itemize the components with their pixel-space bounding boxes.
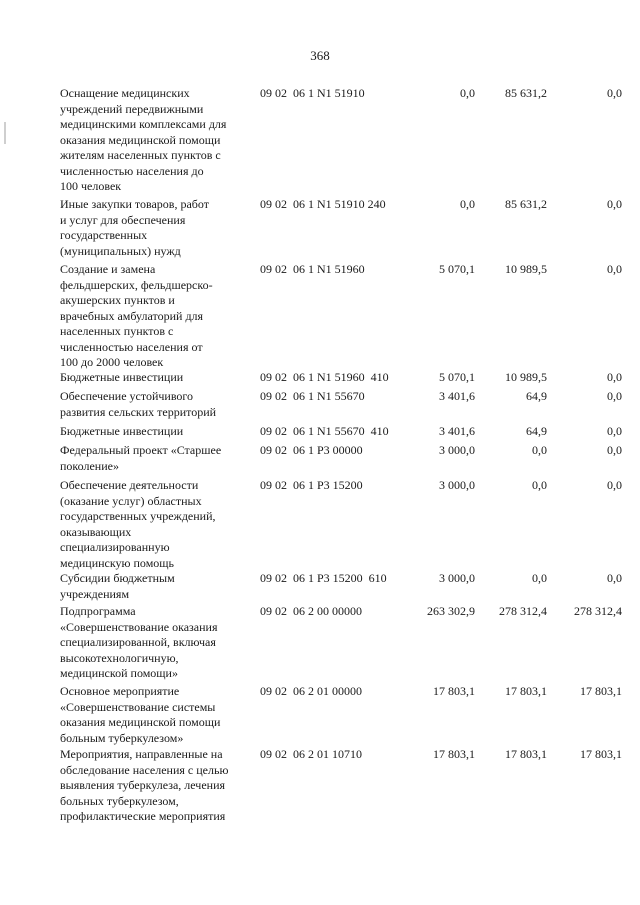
row-value-1: 17 803,1 — [433, 747, 475, 761]
row-value-1: 0,0 — [460, 86, 475, 100]
row-code: 09 02 06 1 P3 00000 — [260, 443, 363, 457]
row-value-2: 85 631,2 — [505, 86, 547, 100]
row-value-3: 0,0 — [607, 443, 622, 457]
row-value-3: 0,0 — [607, 478, 622, 492]
row-value-2: 17 803,1 — [505, 747, 547, 761]
row-code: 09 02 06 1 P3 15200 — [260, 478, 363, 492]
row-value-2: 10 989,5 — [505, 370, 547, 384]
row-value-3: 17 803,1 — [580, 747, 622, 761]
row-name: Подпрограмма «Совершенствование оказания специализированной, включая высокотехнологичную, медицинской помощи» — [60, 604, 218, 680]
row-value-2: 0,0 — [532, 443, 547, 457]
row-name: Создание и замена фельдшерских, фельдшерско- акушерских пунктов и врачебных амбулаторий для населенных пунктов с численностью населения от 100 до 2000 человек — [60, 262, 213, 369]
row-value-3: 0,0 — [607, 389, 622, 403]
row-code: 09 02 06 2 01 00000 — [260, 684, 362, 698]
page-number: 368 — [310, 48, 330, 63]
row-code: 09 02 06 1 P3 15200 610 — [260, 571, 387, 585]
row-code: 09 02 06 1 N1 51910 240 — [260, 197, 386, 211]
row-name: Обеспечение деятельности (оказание услуг) областных государственных учреждений, оказывающих специализированную медицинскую помощь — [60, 478, 216, 570]
row-name: Федеральный проект «Старшее поколение» — [60, 443, 222, 473]
row-name: Мероприятия, направленные на обследование населения с целью выявления туберкулеза, лечения больных туберкулезом, профилактические мероприятия — [60, 747, 229, 823]
row-name: Бюджетные инвестиции — [60, 370, 184, 384]
row-name: Бюджетные инвестиции — [60, 424, 184, 438]
row-value-1: 3 000,0 — [439, 478, 475, 492]
row-value-1: 263 302,9 — [427, 604, 475, 618]
row-value-1: 3 401,6 — [439, 389, 475, 403]
scan-artifact — [4, 122, 6, 144]
row-name: Оснащение медицинских учреждений передвижными медицинскими комплексами для оказания медицинской помощи жителям населенных пунктов с численностью населения до 100 человек — [60, 86, 227, 193]
row-value-1: 3 000,0 — [439, 443, 475, 457]
row-value-3: 278 312,4 — [574, 604, 622, 618]
row-name: Субсидии бюджетным учреждениям — [60, 571, 175, 601]
row-code: 09 02 06 1 N1 55670 — [260, 389, 365, 403]
row-value-2: 64,9 — [526, 424, 547, 438]
row-value-2: 17 803,1 — [505, 684, 547, 698]
row-value-1: 3 401,6 — [439, 424, 475, 438]
row-value-1: 17 803,1 — [433, 684, 475, 698]
row-code: 09 02 06 2 01 10710 — [260, 747, 362, 761]
row-code: 09 02 06 2 00 00000 — [260, 604, 362, 618]
row-code: 09 02 06 1 N1 51910 — [260, 86, 365, 100]
row-value-3: 0,0 — [607, 86, 622, 100]
row-value-3: 0,0 — [607, 197, 622, 211]
row-name: Обеспечение устойчивого развития сельских территорий — [60, 389, 217, 419]
row-value-3: 0,0 — [607, 424, 622, 438]
row-value-3: 0,0 — [607, 370, 622, 384]
row-value-2: 10 989,5 — [505, 262, 547, 276]
row-value-2: 278 312,4 — [499, 604, 547, 618]
row-value-2: 64,9 — [526, 389, 547, 403]
row-value-2: 85 631,2 — [505, 197, 547, 211]
row-value-2: 0,0 — [532, 571, 547, 585]
row-value-1: 5 070,1 — [439, 370, 475, 384]
row-value-1: 0,0 — [460, 197, 475, 211]
row-name: Иные закупки товаров, работ и услуг для обеспечения государственных (муниципальных) нужд — [60, 197, 209, 258]
row-value-2: 0,0 — [532, 478, 547, 492]
row-value-3: 0,0 — [607, 571, 622, 585]
row-code: 09 02 06 1 N1 51960 410 — [260, 370, 389, 384]
row-value-3: 0,0 — [607, 262, 622, 276]
row-code: 09 02 06 1 N1 55670 410 — [260, 424, 389, 438]
row-value-1: 3 000,0 — [439, 571, 475, 585]
row-value-3: 17 803,1 — [580, 684, 622, 698]
row-code: 09 02 06 1 N1 51960 — [260, 262, 365, 276]
row-value-1: 5 070,1 — [439, 262, 475, 276]
row-name: Основное мероприятие «Совершенствование системы оказания медицинской помощи больным туберкулезом» — [60, 684, 221, 745]
